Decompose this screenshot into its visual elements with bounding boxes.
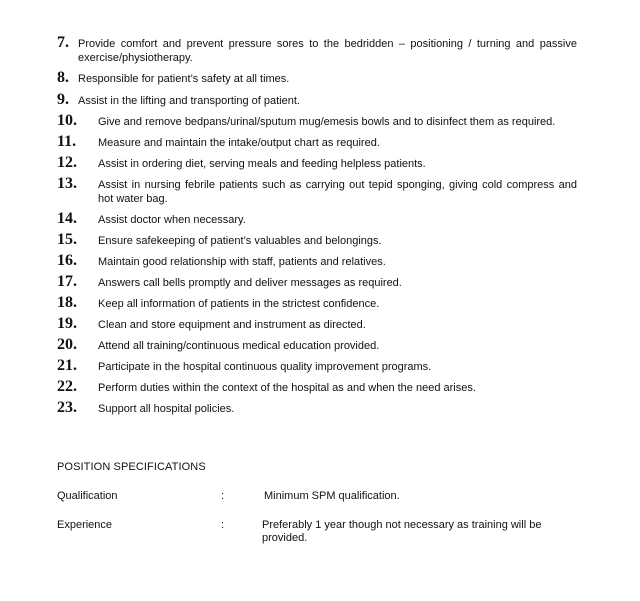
duty-number: 21.: [57, 357, 77, 374]
duty-text: Maintain good relationship with staff, patients and relatives.: [98, 256, 386, 268]
duty-item-7: [57, 34, 577, 65]
duty-text: Give and remove bedpans/urinal/sputum mug/emesis bowls and to disinfect them as required.: [98, 116, 556, 128]
duty-number: 17.: [57, 273, 77, 290]
duty-item-17: [57, 273, 577, 290]
duty-text: Perform duties within the context of the hospital as and when the need arises.: [98, 382, 476, 394]
duty-item-10: [57, 112, 577, 129]
qualification-value: Minimum SPM qualification.: [264, 490, 400, 502]
duty-number: 23.: [57, 399, 77, 416]
qualification-label: Qualification: [57, 490, 118, 502]
duty-number: 11.: [57, 133, 77, 150]
duty-item-23: [57, 399, 577, 416]
duty-number: 18.: [57, 294, 77, 311]
duty-item-12: [57, 154, 577, 171]
duty-item-21: [57, 357, 577, 374]
duty-number: 9.: [57, 91, 69, 108]
duty-number: 22.: [57, 378, 77, 395]
duty-number: 14.: [57, 210, 77, 227]
duty-text: Provide comfort and prevent pressure sores to the bedridden – positioning / turning and passive exercise/physiotherapy.: [78, 38, 577, 64]
duty-item-16: [57, 252, 577, 269]
experience-label: Experience: [57, 519, 113, 531]
duty-number: 19.: [57, 315, 77, 332]
duty-item-22: [57, 378, 577, 395]
qualification-colon: :: [221, 490, 225, 502]
duty-item-11: [57, 133, 577, 150]
duty-text: Answers call bells promptly and deliver messages as required.: [98, 277, 402, 289]
duty-item-18: [57, 294, 577, 311]
duty-number: 7.: [57, 34, 69, 51]
duty-item-19: [57, 315, 577, 332]
duty-item-8: [57, 69, 577, 86]
duty-item-9: [57, 91, 577, 108]
duty-text: Assist in nursing febrile patients such as carrying out tepid sponging, giving cold compress and hot water bag.: [98, 179, 577, 205]
duty-item-15: [57, 231, 577, 248]
duty-text: Assist in the lifting and transporting of patient.: [78, 95, 300, 107]
experience-colon: :: [221, 519, 225, 531]
duty-number: 20.: [57, 336, 77, 353]
duty-number: 10.: [57, 112, 77, 129]
duty-number: 8.: [57, 69, 69, 86]
duty-text: Assist doctor when necessary.: [98, 214, 246, 226]
duty-text: Support all hospital policies.: [98, 403, 235, 415]
duty-text: Keep all information of patients in the strictest confidence.: [98, 298, 380, 310]
duty-text: Attend all training/continuous medical education provided.: [98, 340, 380, 352]
duty-item-14: [57, 210, 577, 227]
duty-number: 12.: [57, 154, 77, 171]
duty-text: Responsible for patient’s safety at all times.: [78, 73, 290, 85]
duty-text: Participate in the hospital continuous quality improvement programs.: [98, 361, 432, 373]
duty-item-20: [57, 336, 577, 353]
duty-text: Ensure safekeeping of patient’s valuables and belongings.: [98, 235, 382, 247]
duty-item-13: [57, 175, 577, 206]
experience-value: Preferably 1 year though not necessary as training will be provided.: [262, 519, 542, 544]
duty-number: 16.: [57, 252, 77, 269]
duty-text: Clean and store equipment and instrument as directed.: [98, 319, 366, 331]
duty-number: 13.: [57, 175, 77, 192]
position-specifications-heading: POSITION SPECIFICATIONS: [57, 461, 206, 473]
duty-text: Measure and maintain the intake/output chart as required.: [98, 137, 380, 149]
duty-text: Assist in ordering diet, serving meals and feeding helpless patients.: [98, 158, 426, 170]
duty-number: 15.: [57, 231, 77, 248]
